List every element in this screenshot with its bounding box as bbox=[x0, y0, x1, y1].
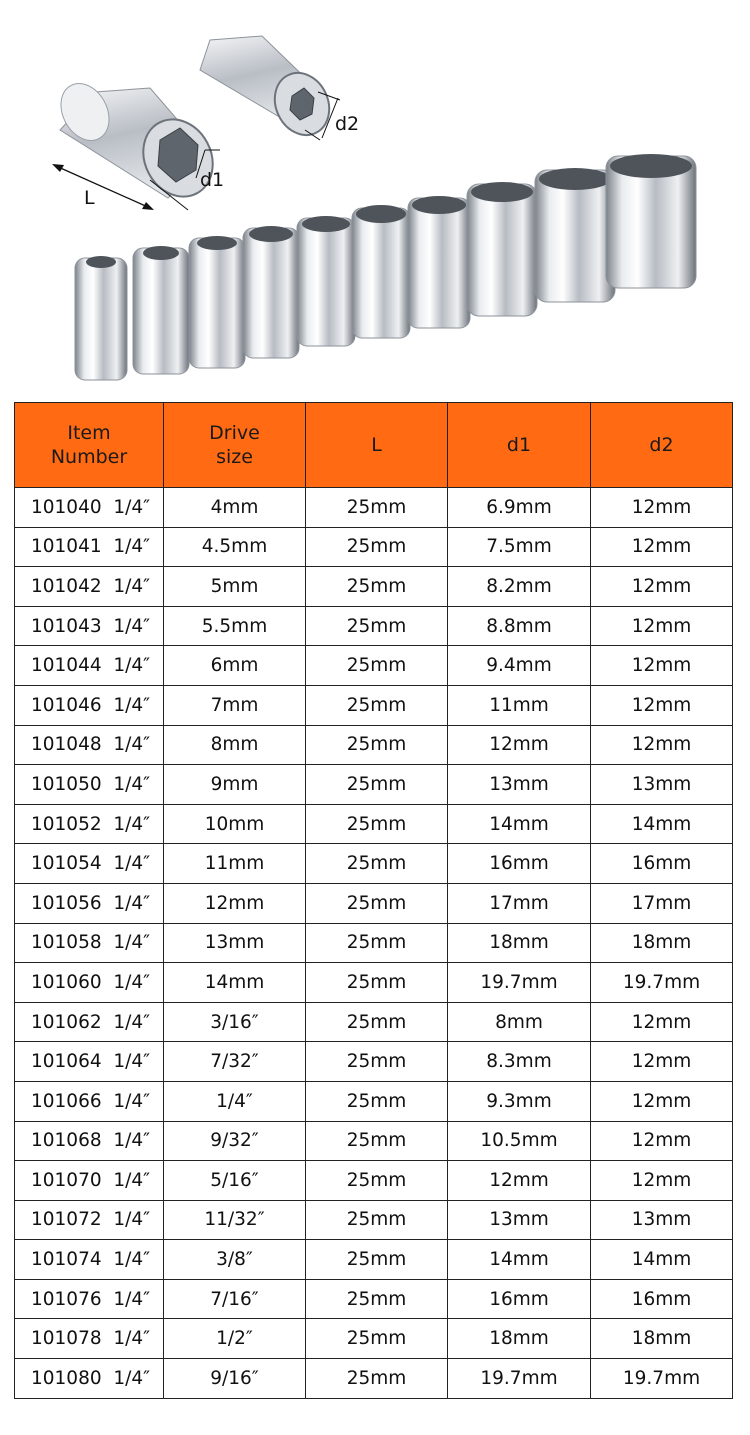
table-row bbox=[15, 963, 733, 1003]
table-row bbox=[15, 1359, 733, 1399]
d2-cell: 14mm bbox=[591, 1240, 733, 1280]
table-row bbox=[15, 567, 733, 607]
socket-7 bbox=[408, 196, 470, 328]
d1-cell: 11mm bbox=[448, 685, 591, 725]
length-cell: 25mm bbox=[306, 1121, 448, 1161]
table-row bbox=[15, 804, 733, 844]
drive-size-cell: 5mm bbox=[164, 567, 306, 607]
d1-cell: 16mm bbox=[448, 1279, 591, 1319]
item-number-cell: 101064 1/4″ bbox=[15, 1042, 164, 1082]
length-cell: 25mm bbox=[306, 488, 448, 528]
length-cell: 25mm bbox=[306, 685, 448, 725]
d1-cell: 10.5mm bbox=[448, 1121, 591, 1161]
header-d1: d1 bbox=[448, 403, 591, 488]
d1-cell: 14mm bbox=[448, 1240, 591, 1280]
socket-9 bbox=[535, 168, 615, 302]
header-d2: d2 bbox=[591, 403, 733, 488]
item-number-cell: 101040 1/4″ bbox=[15, 488, 164, 528]
product-illustration bbox=[0, 0, 750, 395]
length-cell: 25mm bbox=[306, 1161, 448, 1201]
drive-size-cell: 1/2″ bbox=[164, 1319, 306, 1359]
table-row bbox=[15, 725, 733, 765]
socket-5 bbox=[297, 216, 355, 346]
drive-size-cell: 3/16″ bbox=[164, 1002, 306, 1042]
drive-size-cell: 7/16″ bbox=[164, 1279, 306, 1319]
d1-cell: 7.5mm bbox=[448, 527, 591, 567]
d1-cell: 17mm bbox=[448, 883, 591, 923]
item-number-cell: 101078 1/4″ bbox=[15, 1319, 164, 1359]
d2-cell: 12mm bbox=[591, 646, 733, 686]
header-row bbox=[15, 403, 733, 488]
d2-cell: 12mm bbox=[591, 685, 733, 725]
drive-size-cell: 13mm bbox=[164, 923, 306, 963]
header-length: L bbox=[306, 403, 448, 488]
d1-cell: 8.2mm bbox=[448, 567, 591, 607]
length-cell: 25mm bbox=[306, 804, 448, 844]
d2-cell: 18mm bbox=[591, 923, 733, 963]
d2-cell: 19.7mm bbox=[591, 963, 733, 1003]
length-cell: 25mm bbox=[306, 646, 448, 686]
d1-cell: 8mm bbox=[448, 1002, 591, 1042]
table-row bbox=[15, 1121, 733, 1161]
item-number-cell: 101068 1/4″ bbox=[15, 1121, 164, 1161]
item-number-cell: 101074 1/4″ bbox=[15, 1240, 164, 1280]
d2-cell: 12mm bbox=[591, 606, 733, 646]
d1-cell: 14mm bbox=[448, 804, 591, 844]
item-number-cell: 101058 1/4″ bbox=[15, 923, 164, 963]
length-cell: 25mm bbox=[306, 923, 448, 963]
d2-cell: 13mm bbox=[591, 1200, 733, 1240]
drive-size-cell: 6mm bbox=[164, 646, 306, 686]
socket-8 bbox=[467, 182, 537, 316]
drive-size-cell: 4mm bbox=[164, 488, 306, 528]
length-cell: 25mm bbox=[306, 1240, 448, 1280]
drive-size-cell: 12mm bbox=[164, 883, 306, 923]
drive-size-cell: 5/16″ bbox=[164, 1161, 306, 1201]
table-row bbox=[15, 1319, 733, 1359]
d2-label: d2 bbox=[335, 113, 360, 135]
item-number-cell: 101060 1/4″ bbox=[15, 963, 164, 1003]
d1-cell: 19.7mm bbox=[448, 1359, 591, 1399]
table-row bbox=[15, 488, 733, 528]
socket-detail-small bbox=[200, 36, 339, 144]
item-number-cell: 101042 1/4″ bbox=[15, 567, 164, 607]
item-number-cell: 101080 1/4″ bbox=[15, 1359, 164, 1399]
table-row bbox=[15, 606, 733, 646]
table-row bbox=[15, 1161, 733, 1201]
drive-size-cell: 7/32″ bbox=[164, 1042, 306, 1082]
length-cell: 25mm bbox=[306, 1359, 448, 1399]
drive-size-cell: 4.5mm bbox=[164, 527, 306, 567]
table-row bbox=[15, 527, 733, 567]
spec-body bbox=[15, 488, 733, 1399]
length-label: L bbox=[84, 187, 95, 209]
socket-1 bbox=[75, 256, 127, 380]
socket-2 bbox=[133, 246, 189, 374]
d1-cell: 18mm bbox=[448, 1319, 591, 1359]
length-cell: 25mm bbox=[306, 1200, 448, 1240]
item-number-cell: 101062 1/4″ bbox=[15, 1002, 164, 1042]
socket-6 bbox=[352, 205, 410, 338]
socket-10 bbox=[606, 154, 696, 288]
drive-size-cell: 11mm bbox=[164, 844, 306, 884]
length-cell: 25mm bbox=[306, 844, 448, 884]
drive-size-cell: 10mm bbox=[164, 804, 306, 844]
drive-size-cell: 14mm bbox=[164, 963, 306, 1003]
d1-cell: 8.8mm bbox=[448, 606, 591, 646]
d1-cell: 13mm bbox=[448, 765, 591, 805]
item-number-cell: 101046 1/4″ bbox=[15, 685, 164, 725]
d2-cell: 13mm bbox=[591, 765, 733, 805]
d1-cell: 18mm bbox=[448, 923, 591, 963]
d1-label: d1 bbox=[200, 169, 225, 191]
item-number-cell: 101048 1/4″ bbox=[15, 725, 164, 765]
d1-cell: 12mm bbox=[448, 725, 591, 765]
table-row bbox=[15, 1002, 733, 1042]
d1-cell: 9.4mm bbox=[448, 646, 591, 686]
d1-cell: 6.9mm bbox=[448, 488, 591, 528]
item-number-cell: 101050 1/4″ bbox=[15, 765, 164, 805]
drive-size-cell: 1/4″ bbox=[164, 1081, 306, 1121]
drive-size-cell: 11/32″ bbox=[164, 1200, 306, 1240]
drive-size-cell: 9/16″ bbox=[164, 1359, 306, 1399]
length-cell: 25mm bbox=[306, 1002, 448, 1042]
length-cell: 25mm bbox=[306, 725, 448, 765]
length-cell: 25mm bbox=[306, 1279, 448, 1319]
d1-cell: 16mm bbox=[448, 844, 591, 884]
d2-cell: 14mm bbox=[591, 804, 733, 844]
d1-cell: 8.3mm bbox=[448, 1042, 591, 1082]
table-row bbox=[15, 685, 733, 725]
item-number-cell: 101052 1/4″ bbox=[15, 804, 164, 844]
d2-cell: 16mm bbox=[591, 844, 733, 884]
item-number-cell: 101056 1/4″ bbox=[15, 883, 164, 923]
header-item-number: Item Number bbox=[15, 403, 164, 488]
header-drive-size: Drive size bbox=[164, 403, 306, 488]
length-cell: 25mm bbox=[306, 1319, 448, 1359]
drive-size-cell: 5.5mm bbox=[164, 606, 306, 646]
d2-cell: 12mm bbox=[591, 1002, 733, 1042]
item-number-cell: 101070 1/4″ bbox=[15, 1161, 164, 1201]
socket-3 bbox=[189, 236, 245, 368]
d1-cell: 12mm bbox=[448, 1161, 591, 1201]
d1-cell: 19.7mm bbox=[448, 963, 591, 1003]
length-cell: 25mm bbox=[306, 1042, 448, 1082]
spec-table bbox=[14, 402, 733, 1399]
length-cell: 25mm bbox=[306, 567, 448, 607]
d2-cell: 17mm bbox=[591, 883, 733, 923]
length-cell: 25mm bbox=[306, 527, 448, 567]
drive-size-cell: 8mm bbox=[164, 725, 306, 765]
table-row bbox=[15, 844, 733, 884]
table-row bbox=[15, 646, 733, 686]
length-cell: 25mm bbox=[306, 606, 448, 646]
d2-cell: 19.7mm bbox=[591, 1359, 733, 1399]
length-cell: 25mm bbox=[306, 883, 448, 923]
d1-cell: 13mm bbox=[448, 1200, 591, 1240]
d2-cell: 12mm bbox=[591, 488, 733, 528]
drive-size-cell: 9mm bbox=[164, 765, 306, 805]
length-cell: 25mm bbox=[306, 1081, 448, 1121]
item-number-cell: 101041 1/4″ bbox=[15, 527, 164, 567]
d2-cell: 12mm bbox=[591, 1081, 733, 1121]
table-row bbox=[15, 923, 733, 963]
table-row bbox=[15, 1200, 733, 1240]
item-number-cell: 101076 1/4″ bbox=[15, 1279, 164, 1319]
d2-cell: 12mm bbox=[591, 1161, 733, 1201]
d2-cell: 12mm bbox=[591, 1042, 733, 1082]
d2-cell: 12mm bbox=[591, 1121, 733, 1161]
drive-size-cell: 9/32″ bbox=[164, 1121, 306, 1161]
item-number-cell: 101044 1/4″ bbox=[15, 646, 164, 686]
d2-cell: 12mm bbox=[591, 567, 733, 607]
table-row bbox=[15, 1279, 733, 1319]
item-number-cell: 101054 1/4″ bbox=[15, 844, 164, 884]
table-row bbox=[15, 883, 733, 923]
socket-4 bbox=[243, 226, 299, 358]
length-cell: 25mm bbox=[306, 765, 448, 805]
table-row bbox=[15, 1240, 733, 1280]
item-number-cell: 101066 1/4″ bbox=[15, 1081, 164, 1121]
table-row bbox=[15, 1042, 733, 1082]
d1-cell: 9.3mm bbox=[448, 1081, 591, 1121]
drive-size-cell: 3/8″ bbox=[164, 1240, 306, 1280]
d2-cell: 12mm bbox=[591, 527, 733, 567]
item-number-cell: 101043 1/4″ bbox=[15, 606, 164, 646]
drive-size-cell: 7mm bbox=[164, 685, 306, 725]
d2-cell: 18mm bbox=[591, 1319, 733, 1359]
item-number-cell: 101072 1/4″ bbox=[15, 1200, 164, 1240]
length-cell: 25mm bbox=[306, 963, 448, 1003]
table-row bbox=[15, 765, 733, 805]
d2-cell: 16mm bbox=[591, 1279, 733, 1319]
table-row bbox=[15, 1081, 733, 1121]
d2-cell: 12mm bbox=[591, 725, 733, 765]
